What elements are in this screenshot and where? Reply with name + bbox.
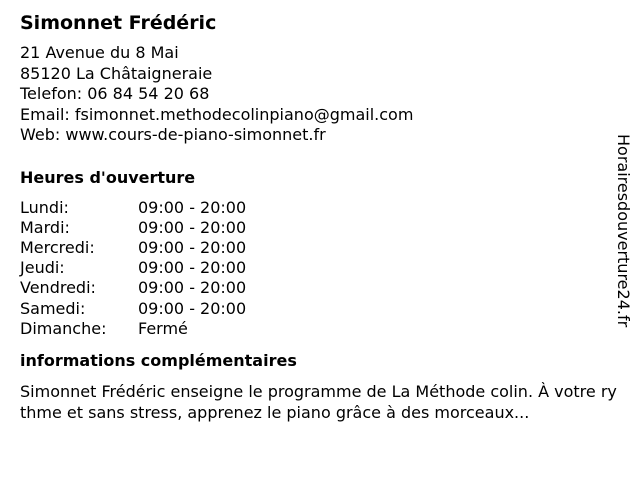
hours-value: 09:00 - 20:00	[138, 197, 247, 217]
hours-day: Mardi:	[20, 217, 70, 237]
hours-value: 09:00 - 20:00	[138, 217, 247, 237]
address-street: 21 Avenue du 8 Mai	[20, 43, 179, 62]
email-address: Email: fsimonnet.methodecolinpiano@gmail.com	[20, 104, 414, 124]
opening-hours-title: Heures d'ouverture	[20, 167, 196, 187]
hours-day: Lundi:	[20, 197, 69, 217]
business-name: Simonnet Frédéric	[20, 12, 217, 34]
hours-day: Vendredi:	[20, 278, 96, 298]
hours-value: 09:00 - 20:00	[138, 258, 247, 278]
hours-row-mercredi	[20, 238, 610, 258]
website-address: Web: www.cours-de-piano-simonnet.fr	[20, 125, 326, 144]
site-watermark: Horairesdouverture24.fr	[614, 134, 633, 328]
hours-day: Dimanche:	[20, 318, 107, 338]
additional-info-text: Simonnet Frédéric enseigne le programme de La Méthode colin. À votre rythme et sans stress, apprenez le piano grâce à des morceaux...	[20, 381, 617, 422]
phone-number: Telefon: 06 84 54 20 68	[20, 84, 210, 103]
hours-value: 09:00 - 20:00	[138, 298, 247, 318]
hours-value: Fermé	[138, 318, 188, 338]
hours-day: Mercredi:	[20, 237, 95, 257]
hours-row-jeudi	[20, 258, 610, 278]
opening-hours-list	[20, 198, 610, 339]
hours-row-samedi	[20, 299, 610, 319]
additional-info-title: informations complémentaires	[20, 350, 297, 370]
hours-value: 09:00 - 20:00	[138, 278, 247, 298]
hours-row-lundi	[20, 198, 610, 218]
hours-value: 09:00 - 20:00	[138, 237, 247, 257]
hours-row-dimanche	[20, 319, 610, 339]
hours-row-vendredi	[20, 278, 610, 298]
business-details	[20, 10, 617, 423]
address-city: 85120 La Châtaigneraie	[20, 63, 213, 83]
hours-day: Samedi:	[20, 298, 86, 318]
hours-day: Jeudi:	[20, 258, 65, 278]
hours-row-mardi	[20, 218, 610, 238]
